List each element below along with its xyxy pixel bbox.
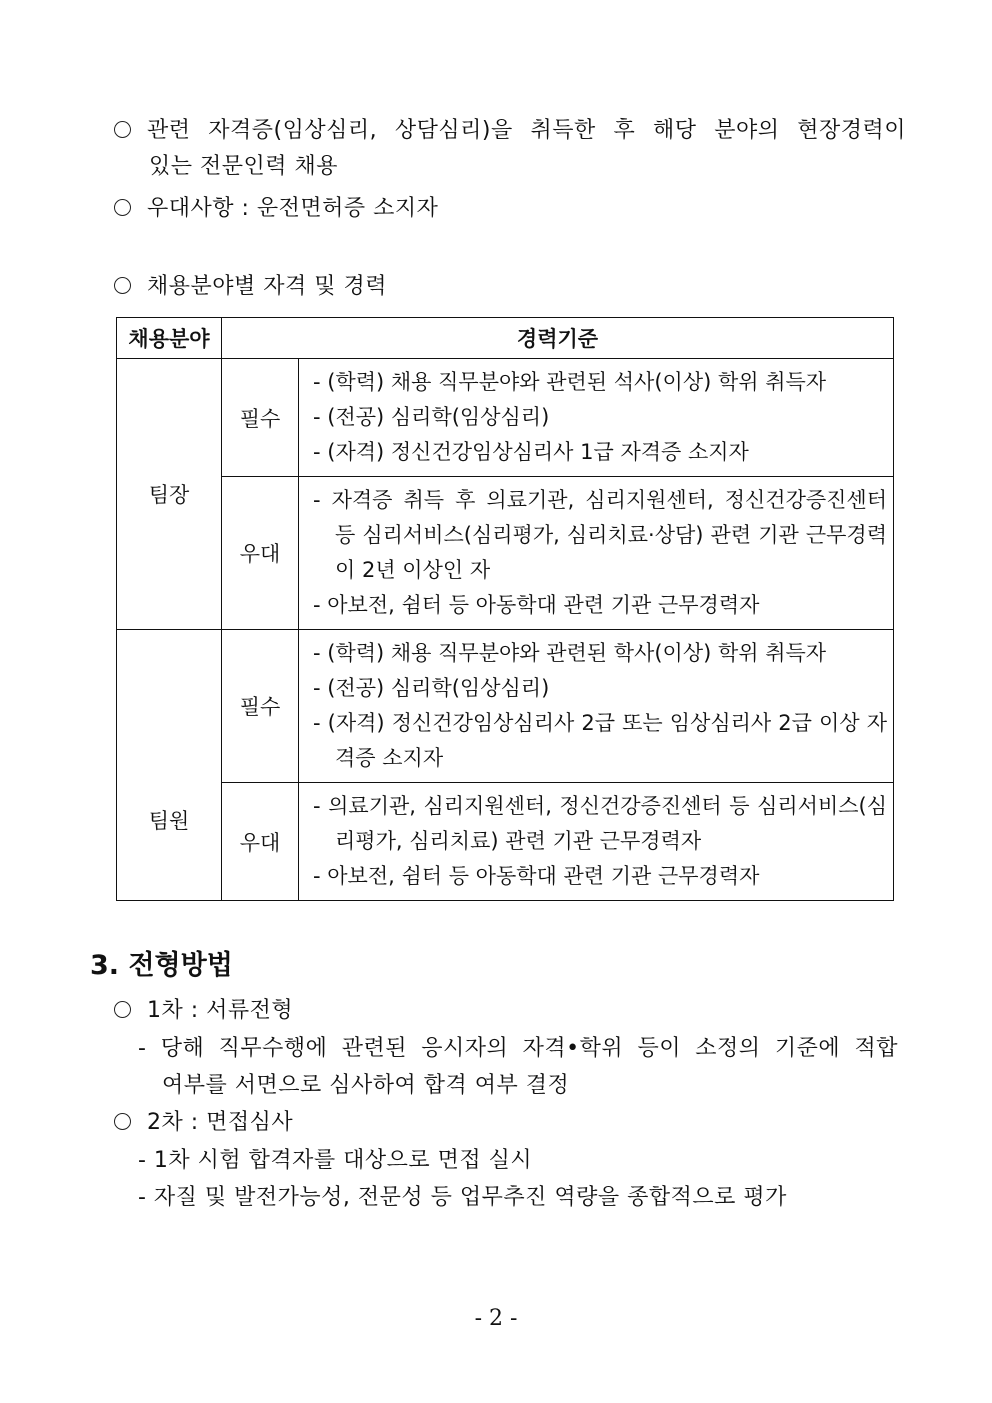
criteria-item: - 아보전, 쉼터 등 아동학대 관련 기관 근무경력자 — [313, 864, 760, 888]
table-row — [117, 630, 894, 783]
bullet-text: 관련 자격증(임상심리, 상담심리)을 취득한 후 해당 분야의 현장경력이 — [147, 118, 906, 143]
circle-bullet-icon — [114, 1113, 131, 1130]
criteria-item: - 의료기관, 심리지원센터, 정신건강증진센터 등 심리서비스(심리평가, 심리치료) 관련 기관 근무경력자 — [313, 794, 887, 853]
step2-desc: - 1차 시험 합격자를 대상으로 면접 실시 — [138, 1148, 533, 1173]
bullet-text: 채용분야별 자격 및 경력 — [147, 274, 388, 299]
table-row — [117, 477, 894, 630]
circle-bullet-icon — [114, 121, 131, 138]
circle-bullet-icon — [114, 1001, 131, 1018]
step2-text: 2차 : 면접심사 — [147, 1110, 294, 1135]
criteria-item: - (자격) 정신건강임상심리사 2급 또는 임상심리사 2급 이상 자격증 소지자 — [313, 711, 887, 770]
criteria-item: - 자격증 취득 후 의료기관, 심리지원센터, 정신건강증진센터 등 심리서비스(심리평가, 심리치료·상담) 관련 기관 근무경력이 2년 이상인 자 — [313, 488, 887, 582]
header-field: 채용분야 — [117, 318, 222, 359]
bullet-preference — [114, 194, 438, 224]
criteria-item: - (전공) 심리학(임상심리) — [313, 676, 550, 700]
criteria-cell — [299, 783, 894, 901]
qualification-table — [116, 317, 894, 901]
page-number: - 2 - — [474, 1306, 518, 1331]
criteria-item: - (학력) 채용 직무분야와 관련된 석사(이상) 학위 취득자 — [313, 370, 827, 394]
criteria-item: - (학력) 채용 직무분야와 관련된 학사(이상) 학위 취득자 — [313, 641, 827, 665]
criteria-item: - 아보전, 쉼터 등 아동학대 관련 기관 근무경력자 — [313, 593, 760, 617]
type-cell: 우대 — [222, 477, 299, 630]
field-cell — [117, 630, 222, 901]
step1-bullet — [114, 996, 293, 1026]
type-cell: 필수 — [222, 630, 299, 783]
step2-desc: - 자질 및 발전가능성, 전문성 등 업무추진 역량을 종합적으로 평가 — [138, 1185, 787, 1210]
circle-bullet-icon — [114, 277, 131, 294]
criteria-cell — [299, 477, 894, 630]
criteria-item: - (자격) 정신건강임상심리사 1급 자격증 소지자 — [313, 440, 749, 464]
bullet-table-title — [114, 272, 387, 302]
section-heading: 3. 전형방법 — [90, 950, 233, 981]
criteria-cell — [299, 630, 894, 783]
table-row — [117, 359, 894, 477]
step2-bullet — [114, 1108, 293, 1138]
criteria-cell — [299, 359, 894, 477]
bullet-qualification — [114, 116, 906, 146]
field-cell: 팀장 — [117, 359, 222, 630]
header-criteria: 경력기준 — [222, 318, 894, 359]
type-cell: 필수 — [222, 359, 299, 477]
table-row — [117, 783, 894, 901]
step1-desc: - 당해 직무수행에 관련된 응시자의 자격•학위 등이 소정의 기준에 적합 — [138, 1036, 898, 1061]
step1-desc-cont: 여부를 서면으로 심사하여 합격 여부 결정 — [162, 1073, 570, 1098]
type-cell: 우대 — [222, 783, 299, 901]
bullet-text: 우대사항 : 운전면허증 소지자 — [147, 196, 439, 221]
criteria-item: - (전공) 심리학(임상심리) — [313, 405, 550, 429]
step1-text: 1차 : 서류전형 — [147, 998, 294, 1023]
table-header-row — [117, 318, 894, 359]
circle-bullet-icon — [114, 199, 131, 216]
bullet-qualification-cont: 있는 전문인력 채용 — [149, 154, 339, 179]
field-label: 팀원 — [148, 809, 190, 833]
